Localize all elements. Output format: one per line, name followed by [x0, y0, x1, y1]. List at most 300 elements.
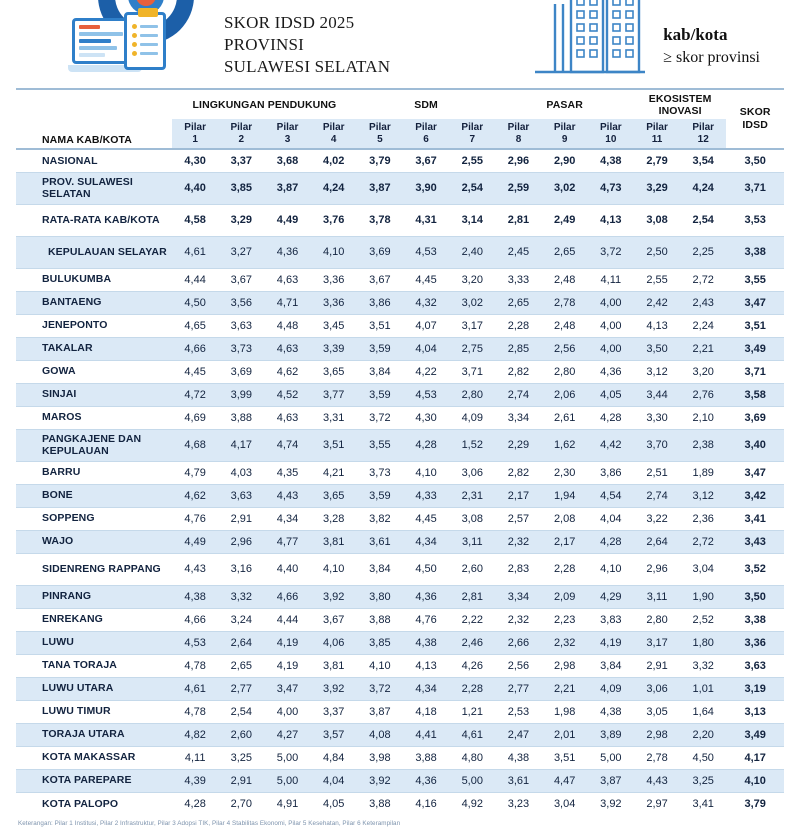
cell-pilar-8: 2,82 [495, 360, 541, 383]
row-name: SIDENRENG RAPPANG [16, 553, 172, 585]
table-row [16, 553, 784, 585]
cell-pilar-10: 3,86 [588, 461, 634, 484]
cell-pilar-4: 3,65 [311, 484, 357, 507]
cell-pilar-12: 4,50 [680, 746, 726, 769]
table-row [16, 654, 784, 677]
cell-pilar-1: 4,50 [172, 291, 218, 314]
cell-pilar-8: 2,65 [495, 291, 541, 314]
cell-pilar-8: 2,56 [495, 654, 541, 677]
cell-pilar-7: 2,40 [449, 236, 495, 268]
cell-pilar-10: 4,28 [588, 406, 634, 429]
building-svg [529, 0, 651, 88]
cell-pilar-10: 3,83 [588, 608, 634, 631]
cell-pilar-11: 2,51 [634, 461, 680, 484]
cell-pilar-3: 4,36 [264, 236, 310, 268]
cell-pilar-4: 3,37 [311, 700, 357, 723]
pilar-word: Pilar [507, 122, 530, 133]
ekosistem-line2: INOVASI [658, 104, 702, 117]
cell-pilar-12: 2,54 [680, 204, 726, 236]
cell-pilar-12: 3,54 [680, 149, 726, 172]
cell-pilar-12: 1,90 [680, 585, 726, 608]
cell-pilar-12: 1,89 [680, 461, 726, 484]
cell-pilar-5: 3,59 [357, 383, 403, 406]
cell-pilar-3: 4,44 [264, 608, 310, 631]
cell-pilar-4: 3,65 [311, 360, 357, 383]
cell-pilar-6: 4,18 [403, 700, 449, 723]
cell-pilar-10: 4,09 [588, 677, 634, 700]
cell-pilar-12: 3,12 [680, 484, 726, 507]
legend-note-strong: kab/kota [663, 25, 728, 45]
cell-pilar-7: 3,11 [449, 530, 495, 553]
cell-pilar-6: 4,33 [403, 484, 449, 507]
table-row [16, 337, 784, 360]
pilar-word: Pilar [553, 122, 576, 133]
col-group-sdm: SDM [414, 98, 438, 111]
cell-pilar-10: 4,38 [588, 149, 634, 172]
cell-pilar-7: 4,61 [449, 723, 495, 746]
cell-pilar-9: 2,78 [542, 291, 588, 314]
pilar-number: 2 [238, 133, 245, 145]
col-header-pilar-11 [634, 119, 680, 149]
cell-pilar-8: 2,85 [495, 337, 541, 360]
cell-pilar-1: 4,78 [172, 700, 218, 723]
cell-pilar-3: 4,71 [264, 291, 310, 314]
cell-pilar-11: 3,17 [634, 631, 680, 654]
cell-pilar-11: 2,50 [634, 236, 680, 268]
cell-pilar-5: 3,80 [357, 585, 403, 608]
cell-pilar-5: 3,98 [357, 746, 403, 769]
infographic-header [0, 0, 800, 88]
cell-pilar-2: 4,03 [218, 461, 264, 484]
cell-pilar-2: 2,64 [218, 631, 264, 654]
cell-pilar-6: 4,30 [403, 406, 449, 429]
cell-pilar-6: 4,13 [403, 654, 449, 677]
cell-skor-idsd: 3,71 [726, 360, 784, 383]
cell-pilar-3: 4,91 [264, 792, 310, 815]
cell-pilar-11: 2,96 [634, 553, 680, 585]
cell-pilar-10: 4,38 [588, 700, 634, 723]
cell-pilar-11: 3,05 [634, 700, 680, 723]
cell-skor-idsd: 4,17 [726, 746, 784, 769]
score-table-container [0, 88, 800, 815]
cell-pilar-10: 4,00 [588, 291, 634, 314]
cell-pilar-4: 4,10 [311, 236, 357, 268]
cell-pilar-1: 4,49 [172, 530, 218, 553]
cell-pilar-11: 2,97 [634, 792, 680, 815]
cell-pilar-11: 3,08 [634, 204, 680, 236]
cell-pilar-2: 3,69 [218, 360, 264, 383]
clipboard-checklist-icon [124, 12, 166, 70]
cell-pilar-1: 4,38 [172, 585, 218, 608]
cell-pilar-5: 3,72 [357, 677, 403, 700]
pilar-word: Pilar [276, 122, 299, 133]
cell-pilar-6: 4,50 [403, 553, 449, 585]
cell-pilar-3: 3,47 [264, 677, 310, 700]
cell-pilar-9: 2,17 [542, 530, 588, 553]
cell-pilar-2: 3,85 [218, 172, 264, 204]
cell-pilar-9: 2,09 [542, 585, 588, 608]
table-row [16, 236, 784, 268]
cell-pilar-5: 3,88 [357, 608, 403, 631]
row-name: KEPULAUAN SELAYAR [16, 236, 172, 268]
cell-pilar-2: 3,37 [218, 149, 264, 172]
cell-pilar-12: 2,36 [680, 507, 726, 530]
cell-pilar-10: 5,00 [588, 746, 634, 769]
table-row [16, 769, 784, 792]
cell-pilar-9: 2,23 [542, 608, 588, 631]
cell-pilar-9: 2,06 [542, 383, 588, 406]
cell-pilar-4: 3,92 [311, 585, 357, 608]
cell-skor-idsd: 3,50 [726, 585, 784, 608]
cell-skor-idsd: 3,79 [726, 792, 784, 815]
cell-pilar-11: 3,50 [634, 337, 680, 360]
cell-pilar-9: 2,48 [542, 314, 588, 337]
cell-pilar-7: 3,06 [449, 461, 495, 484]
cell-pilar-1: 4,43 [172, 553, 218, 585]
cell-pilar-9: 3,04 [542, 792, 588, 815]
cell-pilar-5: 3,84 [357, 553, 403, 585]
table-row [16, 406, 784, 429]
cell-pilar-12: 2,21 [680, 337, 726, 360]
cell-pilar-6: 4,22 [403, 360, 449, 383]
row-name: LUWU TIMUR [16, 700, 172, 723]
cell-pilar-11: 2,79 [634, 149, 680, 172]
cell-pilar-2: 3,32 [218, 585, 264, 608]
cell-pilar-8: 2,32 [495, 530, 541, 553]
row-name: NASIONAL [16, 149, 172, 172]
cell-pilar-8: 2,96 [495, 149, 541, 172]
cell-pilar-8: 2,28 [495, 314, 541, 337]
cell-pilar-12: 1,64 [680, 700, 726, 723]
cell-pilar-5: 3,61 [357, 530, 403, 553]
cell-pilar-1: 4,11 [172, 746, 218, 769]
cell-pilar-9: 2,28 [542, 553, 588, 585]
cell-pilar-6: 4,36 [403, 769, 449, 792]
cell-pilar-8: 2,66 [495, 631, 541, 654]
cell-pilar-7: 4,26 [449, 654, 495, 677]
cell-pilar-7: 3,08 [449, 507, 495, 530]
cell-pilar-10: 4,36 [588, 360, 634, 383]
cell-pilar-12: 1,80 [680, 631, 726, 654]
cell-pilar-9: 1,98 [542, 700, 588, 723]
cell-pilar-4: 3,31 [311, 406, 357, 429]
cell-skor-idsd: 3,40 [726, 429, 784, 461]
pilar-number: 11 [651, 133, 663, 145]
cell-pilar-3: 4,52 [264, 383, 310, 406]
cell-pilar-2: 3,27 [218, 236, 264, 268]
cell-pilar-4: 3,36 [311, 291, 357, 314]
title-line-3: SULAWESI SELATAN [224, 57, 391, 77]
row-name: SOPPENG [16, 507, 172, 530]
table-row [16, 507, 784, 530]
cell-skor-idsd: 3,19 [726, 677, 784, 700]
cell-skor-idsd: 3,63 [726, 654, 784, 677]
header-illustration [60, 0, 210, 88]
cell-pilar-10: 3,87 [588, 769, 634, 792]
row-name: TANA TORAJA [16, 654, 172, 677]
cell-pilar-12: 3,25 [680, 769, 726, 792]
cell-pilar-12: 2,43 [680, 291, 726, 314]
cell-pilar-9: 2,56 [542, 337, 588, 360]
cell-skor-idsd: 3,47 [726, 291, 784, 314]
cell-pilar-9: 2,30 [542, 461, 588, 484]
cell-pilar-5: 3,59 [357, 337, 403, 360]
table-row [16, 484, 784, 507]
cell-pilar-1: 4,69 [172, 406, 218, 429]
cell-pilar-2: 3,88 [218, 406, 264, 429]
cell-skor-idsd: 3,69 [726, 406, 784, 429]
cell-pilar-1: 4,53 [172, 631, 218, 654]
table-row [16, 291, 784, 314]
cell-pilar-10: 4,42 [588, 429, 634, 461]
table-head [16, 89, 784, 149]
pilar-word: Pilar [184, 122, 206, 133]
cell-pilar-4: 3,57 [311, 723, 357, 746]
table-row [16, 608, 784, 631]
cell-pilar-5: 3,51 [357, 314, 403, 337]
cell-pilar-9: 2,80 [542, 360, 588, 383]
cell-pilar-7: 2,28 [449, 677, 495, 700]
cell-pilar-8: 2,53 [495, 700, 541, 723]
cell-pilar-7: 5,00 [449, 769, 495, 792]
table-row [16, 172, 784, 204]
cell-pilar-1: 4,39 [172, 769, 218, 792]
cell-pilar-8: 2,57 [495, 507, 541, 530]
cell-pilar-3: 4,63 [264, 268, 310, 291]
cell-pilar-3: 4,00 [264, 700, 310, 723]
cell-pilar-2: 3,16 [218, 553, 264, 585]
cell-skor-idsd: 3,71 [726, 172, 784, 204]
cell-pilar-6: 4,45 [403, 268, 449, 291]
cell-pilar-1: 4,58 [172, 204, 218, 236]
cell-pilar-7: 2,55 [449, 149, 495, 172]
cell-pilar-8: 3,34 [495, 585, 541, 608]
cell-pilar-10: 4,13 [588, 204, 634, 236]
cell-pilar-4: 4,24 [311, 172, 357, 204]
cell-pilar-12: 2,20 [680, 723, 726, 746]
cell-pilar-12: 2,38 [680, 429, 726, 461]
table-row [16, 792, 784, 815]
cell-pilar-6: 4,32 [403, 291, 449, 314]
table-row [16, 149, 784, 172]
cell-pilar-9: 1,62 [542, 429, 588, 461]
pilar-number: 8 [515, 133, 522, 145]
cell-pilar-12: 2,76 [680, 383, 726, 406]
cell-pilar-9: 2,01 [542, 723, 588, 746]
cell-pilar-10: 4,10 [588, 553, 634, 585]
cell-pilar-3: 4,48 [264, 314, 310, 337]
cell-pilar-9: 2,32 [542, 631, 588, 654]
cell-pilar-10: 4,11 [588, 268, 634, 291]
cell-pilar-12: 4,24 [680, 172, 726, 204]
pilar-word: Pilar [461, 122, 484, 133]
col-group-ekosistem-inovasi [634, 89, 726, 119]
cell-pilar-9: 2,08 [542, 507, 588, 530]
cell-pilar-1: 4,62 [172, 484, 218, 507]
row-name: PINRANG [16, 585, 172, 608]
cell-pilar-6: 3,67 [403, 149, 449, 172]
cell-pilar-5: 3,55 [357, 429, 403, 461]
table-row [16, 723, 784, 746]
table-row [16, 429, 784, 461]
cell-skor-idsd: 3,43 [726, 530, 784, 553]
cell-pilar-8: 2,82 [495, 461, 541, 484]
row-name: KOTA PAREPARE [16, 769, 172, 792]
cell-pilar-11: 3,11 [634, 585, 680, 608]
cell-pilar-6: 4,45 [403, 507, 449, 530]
cell-pilar-4: 4,21 [311, 461, 357, 484]
cell-pilar-11: 2,91 [634, 654, 680, 677]
cell-skor-idsd: 3,55 [726, 268, 784, 291]
cell-pilar-1: 4,76 [172, 507, 218, 530]
cell-pilar-6: 3,90 [403, 172, 449, 204]
cell-pilar-1: 4,30 [172, 149, 218, 172]
cell-pilar-8: 2,32 [495, 608, 541, 631]
col-header-name: NAMA KAB/KOTA [42, 134, 132, 146]
pilar-word: Pilar [692, 122, 715, 133]
pilar-word: Pilar [415, 122, 437, 133]
cell-pilar-7: 3,71 [449, 360, 495, 383]
cell-pilar-9: 2,98 [542, 654, 588, 677]
cell-pilar-10: 3,72 [588, 236, 634, 268]
cell-pilar-5: 3,88 [357, 792, 403, 815]
cell-pilar-8: 2,45 [495, 236, 541, 268]
cell-pilar-3: 4,63 [264, 337, 310, 360]
cell-pilar-10: 4,00 [588, 337, 634, 360]
cell-pilar-11: 3,70 [634, 429, 680, 461]
cell-pilar-2: 3,67 [218, 268, 264, 291]
cell-pilar-10: 4,54 [588, 484, 634, 507]
cell-pilar-5: 3,59 [357, 484, 403, 507]
cell-skor-idsd: 3,53 [726, 204, 784, 236]
col-header-pilar-12 [680, 119, 726, 149]
row-name: MAROS [16, 406, 172, 429]
skor-line1: SKOR [739, 106, 771, 119]
row-name: BULUKUMBA [16, 268, 172, 291]
col-header-pilar-10 [588, 119, 634, 149]
cell-pilar-6: 4,07 [403, 314, 449, 337]
cell-pilar-4: 3,28 [311, 507, 357, 530]
cell-pilar-1: 4,78 [172, 654, 218, 677]
cell-pilar-12: 2,72 [680, 530, 726, 553]
cell-pilar-3: 4,49 [264, 204, 310, 236]
row-name: BONE [16, 484, 172, 507]
cell-skor-idsd: 3,58 [726, 383, 784, 406]
cell-pilar-1: 4,82 [172, 723, 218, 746]
row-name: LUWU [16, 631, 172, 654]
cell-pilar-11: 4,13 [634, 314, 680, 337]
cell-pilar-4: 4,05 [311, 792, 357, 815]
cell-pilar-5: 3,79 [357, 149, 403, 172]
cell-pilar-2: 3,56 [218, 291, 264, 314]
cell-pilar-2: 3,29 [218, 204, 264, 236]
cell-pilar-9: 2,49 [542, 204, 588, 236]
cell-skor-idsd: 4,10 [726, 769, 784, 792]
cell-pilar-1: 4,44 [172, 268, 218, 291]
cell-pilar-4: 3,92 [311, 677, 357, 700]
cell-pilar-8: 4,38 [495, 746, 541, 769]
cell-skor-idsd: 3,47 [726, 461, 784, 484]
cell-pilar-12: 1,01 [680, 677, 726, 700]
cell-skor-idsd: 3,50 [726, 149, 784, 172]
cell-pilar-6: 4,76 [403, 608, 449, 631]
cell-pilar-2: 2,91 [218, 769, 264, 792]
cell-pilar-10: 4,73 [588, 172, 634, 204]
pilar-number: 7 [469, 133, 476, 145]
table-row [16, 383, 784, 406]
cell-pilar-3: 3,87 [264, 172, 310, 204]
cell-pilar-10: 4,04 [588, 507, 634, 530]
pilar-number: 12 [697, 133, 709, 145]
cell-pilar-6: 4,28 [403, 429, 449, 461]
cell-pilar-4: 3,77 [311, 383, 357, 406]
cell-pilar-5: 3,84 [357, 360, 403, 383]
table-row [16, 360, 784, 383]
row-name: LUWU UTARA [16, 677, 172, 700]
cell-pilar-4: 3,39 [311, 337, 357, 360]
cell-pilar-1: 4,40 [172, 172, 218, 204]
cell-pilar-11: 2,98 [634, 723, 680, 746]
table-row [16, 268, 784, 291]
row-name: BARRU [16, 461, 172, 484]
cell-pilar-12: 3,32 [680, 654, 726, 677]
table-row [16, 204, 784, 236]
cell-pilar-7: 3,02 [449, 291, 495, 314]
cell-skor-idsd: 3,49 [726, 337, 784, 360]
cell-pilar-1: 4,65 [172, 314, 218, 337]
cell-pilar-6: 4,16 [403, 792, 449, 815]
cell-pilar-3: 4,62 [264, 360, 310, 383]
cell-pilar-2: 2,70 [218, 792, 264, 815]
cell-skor-idsd: 3,52 [726, 553, 784, 585]
cell-pilar-7: 1,21 [449, 700, 495, 723]
title-line-1: SKOR IDSD 2025 [224, 12, 355, 32]
cell-pilar-7: 4,92 [449, 792, 495, 815]
cell-pilar-7: 3,14 [449, 204, 495, 236]
cell-pilar-5: 3,92 [357, 769, 403, 792]
legend-note-sub: ≥ skor provinsi [663, 48, 760, 66]
cell-pilar-3: 5,00 [264, 746, 310, 769]
cell-pilar-6: 4,31 [403, 204, 449, 236]
cell-pilar-4: 4,10 [311, 553, 357, 585]
cell-pilar-5: 3,87 [357, 172, 403, 204]
pilar-number: 4 [330, 133, 337, 145]
cell-pilar-1: 4,61 [172, 677, 218, 700]
cell-pilar-12: 3,04 [680, 553, 726, 585]
row-name: KOTA MAKASSAR [16, 746, 172, 769]
col-header-pilar-3 [264, 119, 310, 149]
cell-pilar-1: 4,68 [172, 429, 218, 461]
cell-pilar-1: 4,72 [172, 383, 218, 406]
row-name: JENEPONTO [16, 314, 172, 337]
col-header-pilar-6 [403, 119, 449, 149]
pilar-number: 3 [284, 133, 291, 145]
cell-pilar-5: 3,73 [357, 461, 403, 484]
cell-pilar-8: 3,33 [495, 268, 541, 291]
cell-pilar-8: 2,83 [495, 553, 541, 585]
ekosistem-line1: EKOSISTEM [648, 92, 712, 105]
row-name: RATA-RATA KAB/KOTA [16, 204, 172, 236]
pilar-word: Pilar [369, 122, 391, 133]
cell-pilar-8: 3,61 [495, 769, 541, 792]
row-name: ENREKANG [16, 608, 172, 631]
cell-pilar-8: 3,34 [495, 406, 541, 429]
cell-pilar-11: 3,44 [634, 383, 680, 406]
cell-pilar-9: 1,94 [542, 484, 588, 507]
pilar-word: Pilar [646, 122, 668, 133]
cell-pilar-1: 4,66 [172, 608, 218, 631]
cell-pilar-8: 2,59 [495, 172, 541, 204]
